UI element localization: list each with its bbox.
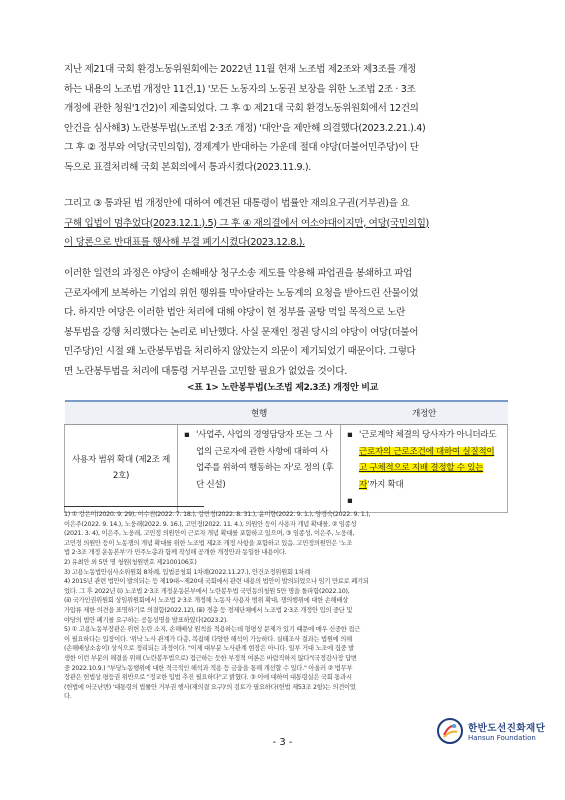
footnote-rule [64, 506, 204, 507]
bullet-icon: ▪ [347, 496, 353, 506]
footnote-line: 1) ① 강은미(2020. 9. 29), 이수진(2022. 7. 18.), 강민정(2022. 8. 31.), 윤미향(2022. 9. 1.), 양경숙(2022. 9. 1.), [64, 511, 371, 518]
footnote-line: (ⅱ) 국가인권위원회 상임위원회에서 노조법 2·3조 개정해 노동자 사용자 범위 확대, 쟁의행위에 대한 손해배상 [64, 597, 349, 605]
bullet-icon: ▪ [184, 430, 190, 440]
paragraph-3 [64, 264, 508, 381]
footnote-line: 이 필요하다는 입장이다. '위낙 노사 관계가 다층, 복잡해 다양한 해석이 가능하다. 실태조사 결과는 법원에 의해 [64, 635, 352, 643]
paragraph-2 [64, 194, 508, 253]
footnotes [64, 510, 508, 702]
p3-line: 봉투법을 강행 처리했다는 논리로 비난했다. 사실 문재인 정권 당시의 야당이 여당(더불어 [64, 326, 419, 338]
p3-line: 근로자에게 보복하는 기업의 위헌 행위를 막아달라는 노동계의 요청을 받아드린 산물이었 [64, 287, 419, 299]
footnote-line: 이은주(2022. 9. 14.), 노웅래(2022. 9. 16.), 고민정(2022. 11. 4.), 의원안 등이 사용자 개념 확대를, ② 임종성 [64, 520, 357, 528]
logo-english-name: Hansun Foundation [468, 734, 536, 742]
footnote-line: 다. [64, 693, 72, 701]
table-caption: <표 1> 노란봉투법(노조법 제2․3조) 개정안 비교 [186, 383, 379, 393]
p1-line: 독으로 표결처리해 국회 본회의에서 통과시켰다(2023.11.9.). [64, 161, 312, 173]
p3-line: 다. 하지만 여당은 이러한 법안 처리에 대해 야당이 현 정부를 골탕 먹일 목적으로 노란 [64, 307, 405, 318]
footnote-line: 중 2022.10.9.) "부당노동행위에 대한 적극적인 해석과 적용 등 금융을 통해 개선할 수 있다." 아울러 ② 법무부 [64, 664, 353, 672]
footnote-line: 5) ① 고용노동부장관은 위헌 논란 소지, 손해배상 원칙을 적용하는데 형평성 문제가 있기 때문에 매우 신중한 접근 [64, 626, 361, 634]
p3-line: 이러한 일련의 과정은 야당이 손해배상 청구소송 제도를 악용해 파업권을 봉쇄하고 파업 [64, 268, 413, 279]
paragraph-1 [64, 60, 508, 177]
revised-text [359, 427, 501, 493]
p1-line: 지난 제21대 국회 환경노동위원회에는 2022년 11월 현재 노조법 제2조와 제3조를 개정 [64, 64, 417, 75]
p1-line: 그 후 ② 정부와 여당(국민의힘), 경제계가 반대하는 가운데 절대 야당(더불어민주당)이 단 [64, 142, 419, 153]
footnote-line: 4) 2015년 관련 법안이 발의되는 등 제19대~제20대 국회에서 관련 내용의 법안이 발의되었으나 임기 만료로 폐기되 [64, 578, 369, 586]
footnote-line: 장관은 헌법상 평등권 위반으로 "정교한 입법 추진 필요하다"고 밝혔다. ③ 이에 대하여 대통령실은 국회 통과시 [64, 674, 352, 682]
table-corner-header [65, 401, 178, 425]
footnote-line: (손해배상소송이) 상식으로 정리되는 과정이다. "이제 대부분 노사관계 현장은 아니다. 일부 거대 노조에 집중 발 [64, 645, 354, 653]
p1-line: 하는 내용의 노조법 개정안 11건,1) '모든 노동자의 노동권 보장을 위한 노조법 2조 · 3조 [64, 83, 416, 95]
revised-text-highlight: 근로자의 근로조건에 대하여 실질적이고 구체적으로 지배 결정할 수 있는 자 [359, 446, 495, 490]
current-cell [178, 425, 341, 513]
footnote-line: (2021. 3. 4), 이은주, 노웅래, 고민정 의원안이 근로자 개념 확대를 포함하고 있으며, ③ 임종성, 이은주, 노웅래, [64, 530, 355, 538]
footnote-line: (헌법에 어긋난면) '대통령의 법률안 거부권 행사(재의결 요구)'의 검토가 필요하다(헌법 제53조 2항)는 의견이었 [64, 683, 356, 691]
footnote-line: 생한 이런 부분의 해결을 위해 (노란봉투법으로) 접근하는 듯한 부정적 여론은 바람직하지 않다"(국정감사장 답변 [64, 654, 357, 662]
bullet-icon: ▪ [347, 430, 353, 440]
footnote-line: 야당의 법안 폐기를 요구하는 공동성명을 발표하였다(2023.2). [64, 616, 228, 624]
p2-line: 그리고 ③ 통과된 법 개정안에 대하여 예견된 대통령이 법률안 재의요구권(거부권)을 요 [64, 198, 410, 209]
column-header-current: 현행 [178, 401, 341, 425]
p1-line: 개정에 관한 청원'1건2)이 제출되었다. 그 후 ① 제21대 국회 환경노동위원회에서 12건의 [64, 103, 419, 114]
comparison-table [64, 400, 508, 513]
revised-text-pre: '근로계약 체결의 당사자가 아니더라도 [359, 430, 497, 440]
p1-line: 안건을 심사해3) 노란봉투법(노조법 2·3조 개정) '대안'을 제안해 의결했다(2023.2.21.).4) [64, 122, 426, 134]
hansun-logo [437, 718, 545, 744]
footnote-line: 3) 고용노동법안심사소위원회 8차례, 입법공청회 1차례(2022.11.27.), 안건조정위원회 1차례 [64, 568, 310, 576]
logo-korean-name: 한반도선진화재단 [468, 723, 546, 734]
row-header-employer-scope: 사용자 범위 확대 (제2조 제2호) [65, 425, 178, 513]
page-number: - 3 - [272, 737, 293, 748]
footnote-line: 가압류 제한 의견을 표명하기로 의결함(2022.12), (ⅲ) 경총 등 경제단체에서 노조법 2·3조 개정안 입의 중단 및 [64, 606, 353, 614]
revised-text-post: '까지 확대 [367, 479, 404, 490]
p2-line: 구해 입법이 멈추었다(2023.12.1.).5) 그 후 ④ 재의결에서 여소야대이지만, 여당(국민의힘) [64, 217, 429, 229]
footnote-line: 법 2·3조 개정 운동본부'가 민주노총과 함께 작성해 공개한 개정안과 동일한 내용이다. [64, 549, 287, 557]
p2-line: 이 당론으로 반대표를 행사해 부결 폐기시켰다(2023.12.8.). [64, 237, 305, 248]
current-text: '사업주, 사업의 경영담당자 또는 그 사업의 근로자에 관한 사항에 대하여 사업주를 위하여 행동하는 자'로 정의 (후단 신설) [196, 430, 334, 490]
hansun-logo-icon [437, 718, 463, 744]
column-header-revised: 개정안 [341, 401, 508, 425]
footnote-line: 2) 유최안 외 5만 명 청원(청원번호 제2100106호) [64, 558, 197, 566]
p3-line: 민주당)인 시절 왜 노란봉투법을 처리하지 않았는지 의문이 제기되었기 때문이다. 그렇다 [64, 346, 416, 357]
footnote-line: 었다. 그 후 2022년 (ⅰ) 노조법 2·3조 개정운동본부에서 노란봉투법 국민동의청원 5만 명을 돌파함(2022.10), [64, 587, 350, 595]
footnote-line: 고민정 의원안 등이 노동쟁의 개념 확대를 위한 노조법 제2조 개정 사항을 포함하고 있음. 고민정의원안은 '노조 [64, 539, 353, 547]
revised-cell [341, 425, 508, 513]
p3-line: 면 노란봉투법을 처리에 대통령 거부권을 고민할 필요가 없었을 것이다. [64, 365, 347, 377]
